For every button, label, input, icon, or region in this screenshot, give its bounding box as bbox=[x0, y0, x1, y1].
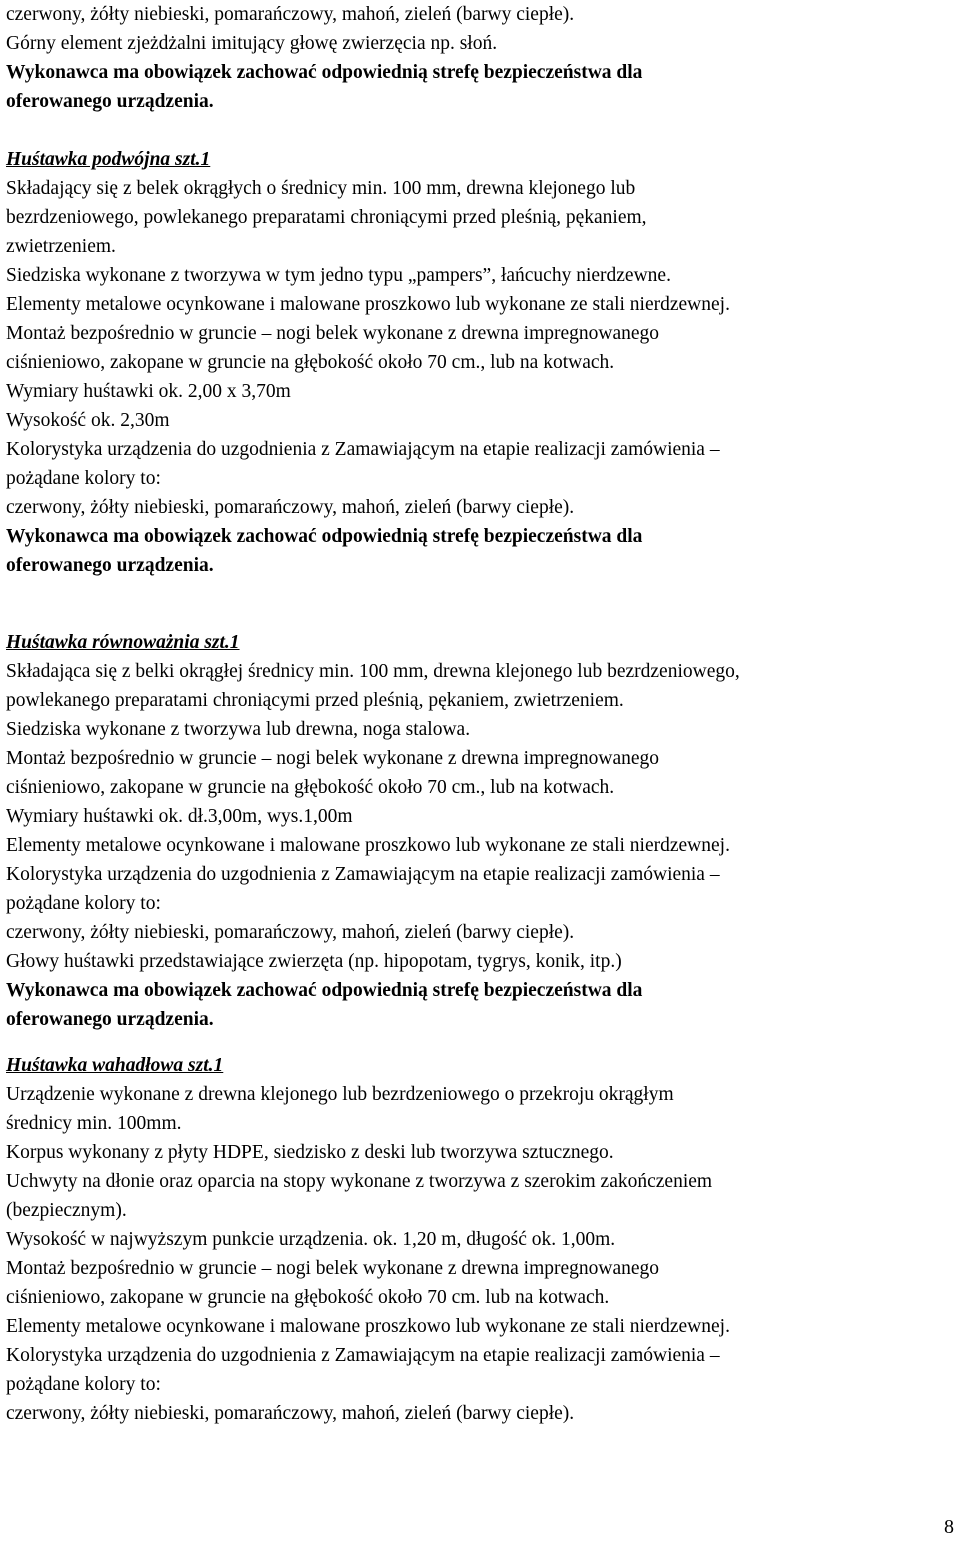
text-line: Uchwyty na dłonie oraz oparcia na stopy wykonane z tworzywa z szerokim zakończeniem bbox=[6, 1171, 713, 1192]
text-line: Głowy huśtawki przedstawiające zwierzęta (np. hipopotam, tygrys, konik, itp.) bbox=[6, 951, 622, 972]
text-line: Składający się z belek okrągłych o średnicy min. 100 mm, drewna klejonego lub bbox=[6, 178, 636, 199]
text-line: czerwony, żółty niebieski, pomarańczowy, mahoń, zieleń (barwy ciepłe). bbox=[6, 497, 575, 518]
text-line: Wysokość ok. 2,30m bbox=[6, 410, 170, 431]
text-line: Elementy metalowe ocynkowane i malowane proszkowo lub wykonane ze stali nierdzewnej. bbox=[6, 835, 730, 856]
text-line: Składająca się z belki okrągłej średnicy min. 100 mm, drewna klejonego lub bezrdzeniowego, bbox=[6, 661, 740, 682]
bold-notice-line: Wykonawca ma obowiązek zachować odpowiednią strefę bezpieczeństwa dla bbox=[6, 62, 643, 83]
text-line: pożądane kolory to: bbox=[6, 893, 161, 914]
document-page bbox=[6, 0, 956, 1428]
text-line: Kolorystyka urządzenia do uzgodnienia z Zamawiającym na etapie realizacji zamówienia – bbox=[6, 1345, 720, 1366]
section-hustawka-rownowaznia bbox=[6, 628, 956, 1034]
text-line: Kolorystyka urządzenia do uzgodnienia z Zamawiającym na etapie realizacji zamówienia – bbox=[6, 864, 720, 885]
text-line: ciśnieniowo, zakopane w gruncie na głębokość około 70 cm., lub na kotwach. bbox=[6, 777, 615, 798]
text-line: ciśnieniowo, zakopane w gruncie na głębokość około 70 cm., lub na kotwach. bbox=[6, 352, 615, 373]
text-line: Montaż bezpośrednio w gruncie – nogi belek wykonane z drewna impregnowanego bbox=[6, 323, 660, 344]
text-line: Górny element zjeżdżalni imitujący głowę zwierzęcia np. słoń. bbox=[6, 33, 498, 54]
text-line: Montaż bezpośrednio w gruncie – nogi belek wykonane z drewna impregnowanego bbox=[6, 1258, 660, 1279]
text-line: Montaż bezpośrednio w gruncie – nogi belek wykonane z drewna impregnowanego bbox=[6, 748, 660, 769]
bold-notice-line: Wykonawca ma obowiązek zachować odpowiednią strefę bezpieczeństwa dla bbox=[6, 526, 643, 547]
text-line: pożądane kolory to: bbox=[6, 1374, 161, 1395]
text-line: Wymiary huśtawki ok. 2,00 x 3,70m bbox=[6, 381, 291, 402]
section-heading: Huśtawka wahadłowa szt.1 bbox=[6, 1055, 224, 1076]
section-heading: Huśtawka podwójna szt.1 bbox=[6, 149, 211, 170]
bold-notice-line: oferowanego urządzenia. bbox=[6, 555, 214, 576]
text-line: czerwony, żółty niebieski, pomarańczowy, mahoń, zieleń (barwy ciepłe). bbox=[6, 4, 575, 25]
text-line: Korpus wykonany z płyty HDPE, siedzisko z deski lub tworzywa sztucznego. bbox=[6, 1142, 614, 1163]
section-hustawka-podwojna bbox=[6, 145, 956, 580]
bold-notice-line: oferowanego urządzenia. bbox=[6, 91, 214, 112]
intro-block bbox=[6, 0, 956, 116]
text-line: Kolorystyka urządzenia do uzgodnienia z Zamawiającym na etapie realizacji zamówienia – bbox=[6, 439, 720, 460]
text-line: pożądane kolory to: bbox=[6, 468, 161, 489]
text-line: czerwony, żółty niebieski, pomarańczowy, mahoń, zieleń (barwy ciepłe). bbox=[6, 1403, 575, 1424]
text-line: zwietrzeniem. bbox=[6, 236, 116, 257]
bold-notice-line: oferowanego urządzenia. bbox=[6, 1009, 214, 1030]
text-line: (bezpiecznym). bbox=[6, 1200, 127, 1221]
bold-notice-line: Wykonawca ma obowiązek zachować odpowiednią strefę bezpieczeństwa dla bbox=[6, 980, 643, 1001]
text-line: Wymiary huśtawki ok. dł.3,00m, wys.1,00m bbox=[6, 806, 353, 827]
text-line: Siedziska wykonane z tworzywa w tym jedno typu „pampers”, łańcuchy nierdzewne. bbox=[6, 265, 671, 286]
text-line: Wysokość w najwyższym punkcie urządzenia. ok. 1,20 m, długość ok. 1,00m. bbox=[6, 1229, 616, 1250]
text-line: średnicy min. 100mm. bbox=[6, 1113, 182, 1134]
text-line: Urządzenie wykonane z drewna klejonego lub bezrdzeniowego o przekroju okrągłym bbox=[6, 1084, 674, 1105]
text-line: Siedziska wykonane z tworzywa lub drewna, noga stalowa. bbox=[6, 719, 471, 740]
text-line: czerwony, żółty niebieski, pomarańczowy, mahoń, zieleń (barwy ciepłe). bbox=[6, 922, 575, 943]
text-line: powlekanego preparatami chroniącymi przed pleśnią, pękaniem, zwietrzeniem. bbox=[6, 690, 624, 711]
text-line: ciśnieniowo, zakopane w gruncie na głębokość około 70 cm. lub na kotwach. bbox=[6, 1287, 610, 1308]
page-number: 8 bbox=[944, 1516, 954, 1538]
text-line: bezrdzeniowego, powlekanego preparatami chroniącymi przed pleśnią, pękaniem, bbox=[6, 207, 647, 228]
section-heading: Huśtawka równoważnia szt.1 bbox=[6, 632, 240, 653]
section-hustawka-wahadlowa bbox=[6, 1051, 956, 1428]
text-line: Elementy metalowe ocynkowane i malowane proszkowo lub wykonane ze stali nierdzewnej. bbox=[6, 294, 730, 315]
text-line: Elementy metalowe ocynkowane i malowane proszkowo lub wykonane ze stali nierdzewnej. bbox=[6, 1316, 730, 1337]
